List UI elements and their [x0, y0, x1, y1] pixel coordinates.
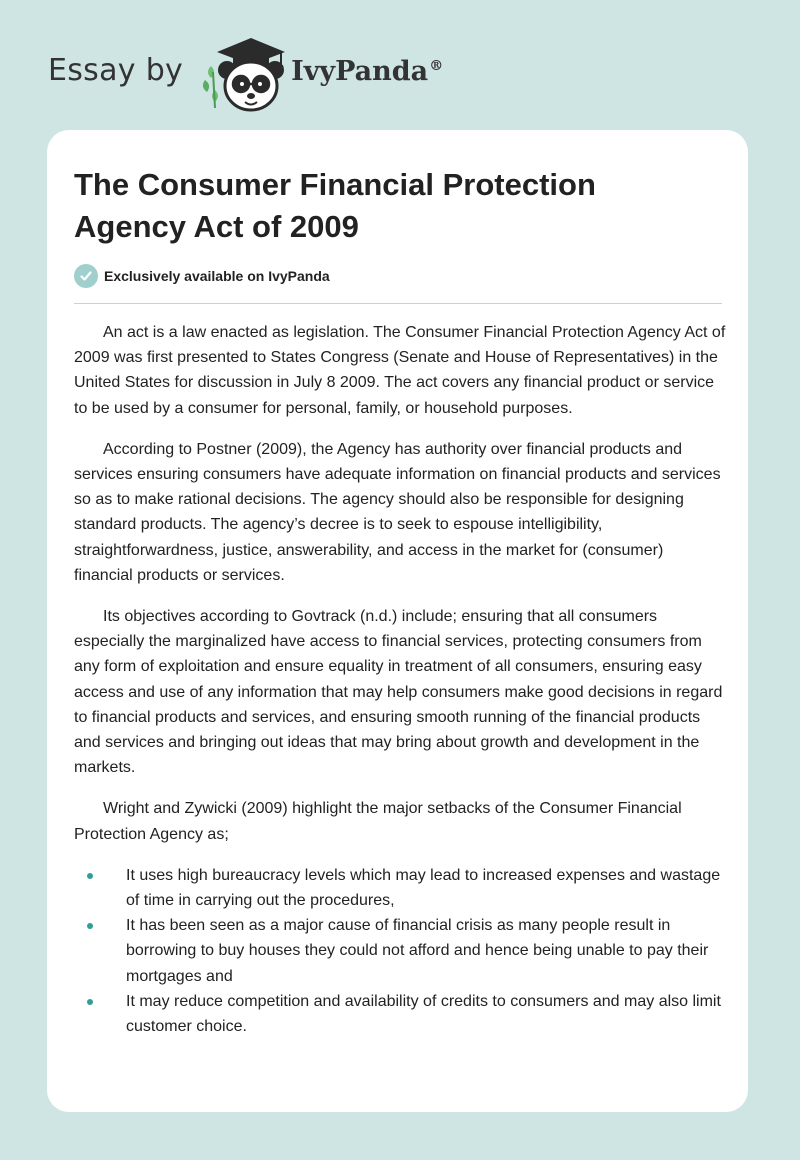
ivypanda-logo-icon[interactable] — [197, 34, 289, 114]
list-item-text: It has been seen as a major cause of financial crisis as many people result in borrowing to buy houses they could not afford and hence being unable to pay their mortgages and — [126, 917, 709, 985]
essay-card — [47, 130, 748, 1112]
bullet-icon — [87, 873, 93, 879]
list-item — [74, 913, 726, 989]
essay-body — [74, 320, 726, 1039]
list-item-text: It may reduce competition and availability of credits to consumers and may also limit customer choice. — [126, 992, 721, 1036]
list-item-text: It uses high bureaucracy levels which may lead to increased expenses and wastage of time in carrying out the procedures, — [126, 866, 721, 910]
exclusive-label: Exclusively available on IvyPanda — [104, 268, 330, 284]
paragraph: According to Postner (2009), the Agency has authority over financial products and services ensuring consumers have adequate information on financial products and services so as to make rational decisions. The agency should also be responsible for designing standard products. The agency’s decree is to seek to espouse intelligibility, straightforwardness, justice, answerability, and access in the market for (consumer) financial products or services. — [74, 440, 721, 584]
registered-mark: ® — [429, 57, 444, 74]
list-item — [74, 989, 726, 1039]
brand-name[interactable] — [291, 56, 443, 87]
list-item — [74, 863, 726, 913]
setbacks-list — [74, 863, 726, 1039]
site-header — [48, 34, 443, 114]
paragraph: Wright and Zywicki (2009) highlight the major setbacks of the Consumer Financial Protection Agency as; — [74, 800, 682, 843]
paragraph: Its objectives according to Govtrack (n.d.) include; ensuring that all consumers especially the marginalized have access to financial services, protecting consumers from any form of exploitation and ensure equality in treatment of all consumers, ensuring easy access and use of any information that may help consumers make good decisions in regard to financial products and services, and ensuring smooth running of the financial products and services and bringing out ideas that may bring about growth and development in the markets. — [74, 608, 723, 777]
paragraph: An act is a law enacted as legislation. The Consumer Financial Protection Agency Act of 2009 was first presented to States Congress (Senate and House of Representatives) in the United States for discussion in July 8 2009. The act covers any financial product or service to be used by a consumer for personal, family, or household purposes. — [74, 324, 726, 417]
divider — [74, 303, 722, 304]
essay-title: The Consumer Financial Protection Agency Act of 2009 — [74, 167, 596, 244]
bullet-icon — [87, 923, 93, 929]
brand-text: IvyPanda — [291, 55, 429, 87]
check-icon — [74, 264, 98, 288]
exclusive-badge — [74, 264, 330, 288]
bullet-icon — [87, 999, 93, 1005]
essay-by-label: Essay by — [48, 52, 184, 88]
